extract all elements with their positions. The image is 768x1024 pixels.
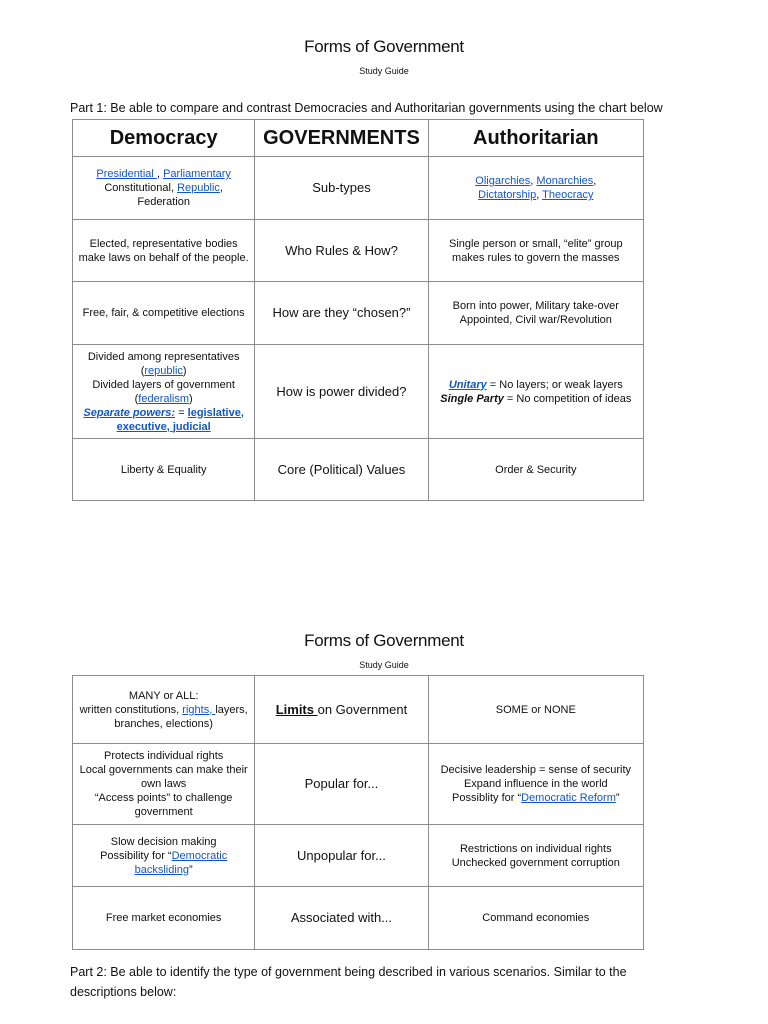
values-democracy: Liberty & Equality: [73, 439, 255, 501]
link-presidential[interactable]: Presidential: [96, 168, 157, 180]
comparison-table-1: [72, 119, 644, 501]
row-associated: [73, 887, 644, 950]
row-popular: [73, 744, 644, 825]
limits-authoritarian: SOME or NONE: [428, 676, 643, 744]
row-values: [73, 439, 644, 501]
associated-label: Associated with...: [255, 887, 428, 950]
link-branches[interactable]: legislative, executive, judicial: [116, 406, 244, 433]
row-chosen: [73, 282, 644, 345]
page-title: Forms of Government: [304, 37, 464, 56]
link-unitary[interactable]: Unitary: [448, 378, 487, 391]
values-authoritarian: Order & Security: [428, 439, 643, 501]
who-rules-democracy: Elected, representative bodies make laws on behalf of the people.: [73, 220, 255, 282]
link-parliamentary[interactable]: Parliamentary: [163, 168, 231, 180]
row-who-rules: [73, 220, 644, 282]
subtypes-label: Sub-types: [255, 157, 428, 220]
row-power: [73, 345, 644, 439]
part1-instructions: Part 1: Be able to compare and contrast Democracies and Authoritarian governments using the chart below: [70, 101, 663, 115]
link-federalism[interactable]: federalism: [138, 392, 190, 405]
link-dictatorship[interactable]: Dictatorship: [478, 189, 537, 201]
popular-authoritarian: Decisive leadership = sense of security Expand influence in the world Possiblity for “Democratic Reform”: [428, 744, 643, 825]
comparison-table-2: [72, 675, 644, 950]
power-democracy: Divided among representatives (republic) Divided layers of government (federalism) Separate powers: = legislative, executive, judicial: [73, 345, 255, 439]
part2-instructions: Part 2: Be able to identify the type of government being described in various scenarios. Similar to the descriptions below:: [70, 965, 627, 999]
subtypes-authoritarian: Oligarchies, Monarchies, Dictatorship, Theocracy: [428, 157, 643, 220]
row-limits: [73, 676, 644, 744]
limits-democracy: MANY or ALL: written constitutions, rights, layers, branches, elections): [73, 676, 255, 744]
unpopular-label: Unpopular for...: [255, 825, 428, 887]
page2-subtitle: Study Guide: [359, 660, 409, 670]
associated-authoritarian: Command economies: [428, 887, 643, 950]
who-rules-label: Who Rules & How?: [255, 220, 428, 282]
popular-label: Popular for...: [255, 744, 428, 825]
link-rights[interactable]: rights,: [182, 703, 216, 716]
header-authoritarian: Authoritarian: [428, 120, 643, 157]
link-oligarchies[interactable]: Oligarchies: [475, 175, 531, 187]
unpopular-authoritarian: Restrictions on individual rights Unchecked government corruption: [428, 825, 643, 887]
chosen-authoritarian: Born into power, Military take-over Appointed, Civil war/Revolution: [428, 282, 643, 345]
page-subtitle: Study Guide: [359, 66, 409, 76]
chosen-democracy: Free, fair, & competitive elections: [73, 282, 255, 345]
row-subtypes: [73, 157, 644, 220]
link-monarchies[interactable]: Monarchies: [536, 175, 594, 187]
associated-democracy: Free market economies: [73, 887, 255, 950]
chosen-label: How are they “chosen?”: [255, 282, 428, 345]
link-theocracy[interactable]: Theocracy: [542, 189, 594, 201]
limits-label: Limits on Government: [255, 676, 428, 744]
values-label: Core (Political) Values: [255, 439, 428, 501]
power-authoritarian: Unitary = No layers; or weak layers Single Party = No competition of ideas: [428, 345, 643, 439]
power-label: How is power divided?: [255, 345, 428, 439]
link-separate-powers[interactable]: Separate powers:: [83, 406, 176, 419]
unpopular-democracy: Slow decision making Possibility for “Democratic backsliding”: [73, 825, 255, 887]
link-republic[interactable]: Republic: [177, 182, 220, 194]
header-governments: GOVERNMENTS: [255, 120, 428, 157]
row-unpopular: [73, 825, 644, 887]
link-republic-2[interactable]: republic: [144, 364, 183, 377]
popular-democracy: Protects individual rights Local governments can make their own laws “Access points” to challenge government: [73, 744, 255, 825]
link-democratic-reform[interactable]: Democratic Reform: [521, 792, 616, 804]
page2-title: Forms of Government: [304, 631, 464, 650]
subtypes-democracy: Presidential , Parliamentary Constitutional, Republic, Federation: [73, 157, 255, 220]
who-rules-authoritarian: Single person or small, “elite” group makes rules to govern the masses: [428, 220, 643, 282]
link-democratic-backsliding[interactable]: Democratic backsliding: [134, 849, 228, 876]
header-democracy: Democracy: [73, 120, 255, 157]
